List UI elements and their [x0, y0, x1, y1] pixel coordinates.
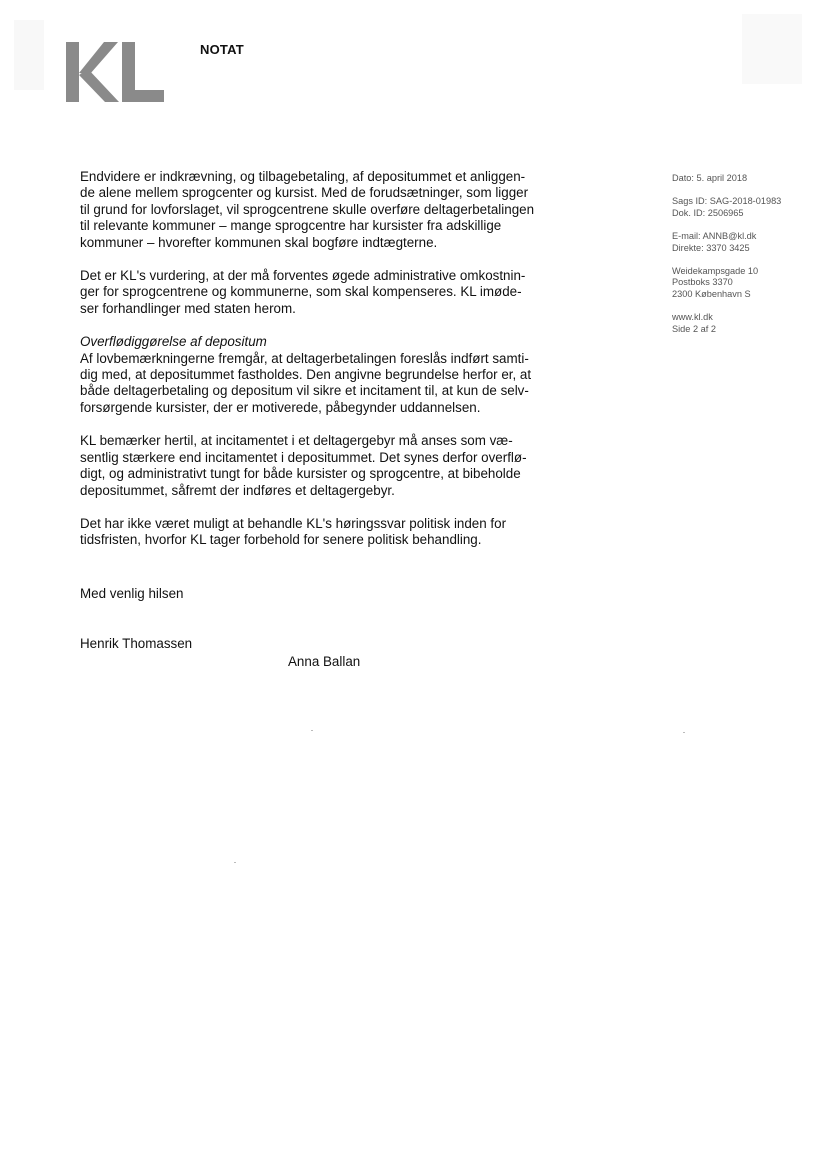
text-line: sentlig stærkere end incitamentet i depositummet. Det synes derfor overflø- — [80, 449, 527, 465]
id-block — [672, 196, 822, 219]
contact-block — [672, 231, 822, 254]
scan-speck — [683, 732, 685, 733]
text-line: til relevante kommuner – mange sprogcentre har kursister fra adskillige — [80, 218, 502, 234]
web-page-block — [672, 312, 822, 335]
doc-id-text: Dok. ID: 2506965 — [672, 207, 744, 218]
case-id-text: Sags ID: SAG-2018-01983 — [672, 196, 782, 207]
text-line: Endvidere er indkrævning, og tilbagebetaling, af depositummet et anliggen- — [80, 169, 526, 184]
scan-speck — [311, 730, 313, 731]
scan-artifact-left — [14, 20, 44, 90]
signer-name: Henrik Thomassen — [80, 636, 193, 651]
text-line: Af lovbemærkningerne fremgår, at deltagerbetalingen foreslås indført samti- — [80, 350, 529, 366]
website-text: www.kl.dk — [672, 312, 713, 323]
phone-text: Direkte: 3370 3425 — [672, 242, 750, 253]
text-line: dig med, at depositummet fastholdes. Den angivne begrundelse herfor er, at — [80, 367, 532, 383]
kl-logo-mark — [66, 42, 164, 102]
text-line: Det er KL's vurdering, at der må forventes øgede administrative omkostnin- — [80, 268, 526, 284]
section-heading: Overflødiggørelse af depositum — [80, 334, 267, 350]
text-line: til grund for lovforslaget, vil sprogcentrene skulle overføre deltagerbetalingen — [80, 201, 535, 217]
scan-speck — [234, 862, 236, 863]
scan-artifact-right — [742, 14, 802, 84]
address-line: 2300 København S — [672, 288, 751, 299]
sidebar-metadata — [672, 173, 822, 347]
letter-body — [80, 169, 558, 566]
text-line: ser forhandlinger med staten herom. — [80, 300, 296, 316]
text-line: depositummet, såfremt der indføres et deltagergebyr. — [80, 482, 395, 498]
address-block — [672, 266, 822, 300]
text-line: KL bemærker hertil, at incitamentet i et deltagergebyr må anses som væ- — [80, 433, 513, 449]
text-line: ger for sprogcentrene og kommunerne, som skal kompenseres. KL imøde- — [80, 284, 522, 300]
text-line: tidsfristen, hvorfor KL tager forbehold for senere politisk behandling. — [80, 532, 482, 548]
text-line: både deltagerbetaling og depositum vil sikre et incitament til, at kun de selv- — [80, 383, 529, 399]
address-line: Postboks 3370 — [672, 277, 733, 288]
paragraph-1 — [80, 169, 558, 251]
kl-logo — [66, 42, 164, 102]
date-text: Dato: 5. april 2018 — [672, 173, 748, 183]
paragraph-2 — [80, 268, 558, 317]
email-text: E-mail: ANNB@kl.dk — [672, 231, 757, 242]
text-line: de alene mellem sprogcenter og kursist. Med de forudsætninger, som ligger — [80, 185, 529, 201]
address-line: Weidekampsgade 10 — [672, 266, 759, 277]
page-number-text: Side 2 af 2 — [672, 323, 716, 334]
paragraph-4 — [80, 433, 558, 499]
text-line: digt, og administrativt tungt for både kursister og sprogcentre, at bibeholde — [80, 466, 521, 482]
paragraph-5 — [80, 516, 558, 549]
closing-greeting: Med venlig hilsen — [80, 586, 184, 601]
date-block — [672, 173, 822, 184]
text-line: kommuner – hvorefter kommunen skal bogføre indtægterne. — [80, 234, 438, 250]
document-type-label: NOTAT — [200, 42, 244, 57]
paragraph-3 — [80, 334, 558, 416]
signer-name: Anna Ballan — [288, 654, 361, 669]
text-line: forsørgende kursister, der er motiverede, påbegynder uddannelsen. — [80, 399, 481, 415]
text-line: Det har ikke været muligt at behandle KL's høringssvar politisk inden for — [80, 515, 507, 531]
